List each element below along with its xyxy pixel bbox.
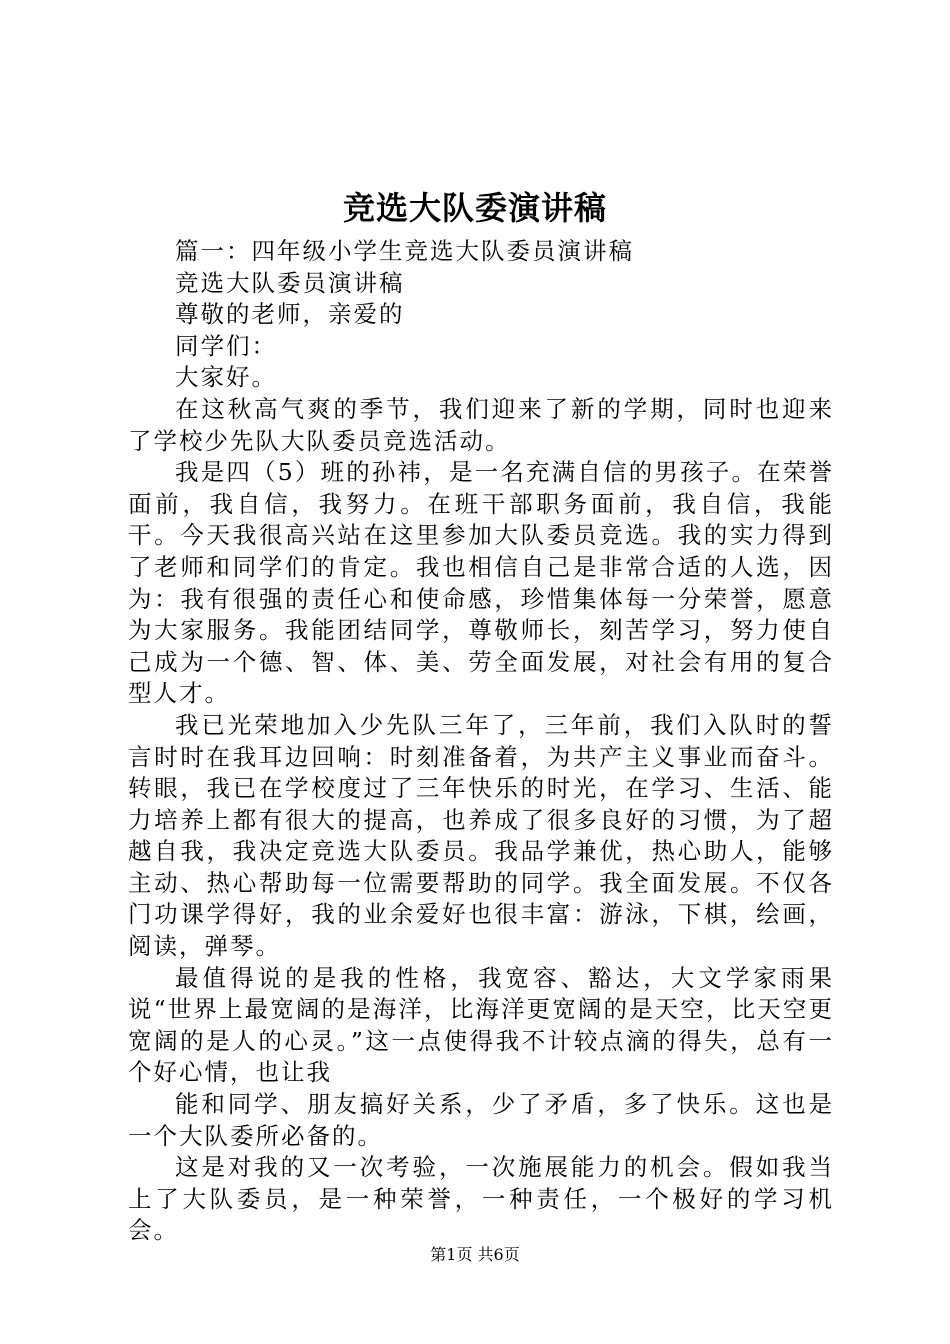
paragraph: 能和同学、朋友搞好关系，少了矛盾，多了快乐。这也是一个大队委所必备的。 — [128, 1090, 834, 1150]
paragraph: 大家好。 — [175, 363, 277, 392]
paragraph: 我是四（5）班的孙祎，是一名充满自信的男孩子。在荣誉面前，我自信，我努力。在班干部职务面前，我自信，我能干。今天我很高兴站在这里参加大队委员竞选。我的实力得到了老师和同学们的肯定。我也相信自己是非常合适的人选，因为：我有很强的责任心和使命感，珍惜集体每一分荣誉，愿意为大家服务。我能团结同学，尊敬师长，刻苦学习，努力使自己成为一个德、智、体、美、劳全面发展，对社会有用的复合型人才。 — [128, 458, 834, 708]
paragraph: 同学们： — [175, 331, 277, 360]
paragraph: 这是对我的又一次考验，一次施展能力的机会。假如我当上了大队委员，是一种荣誉，一种责任，一个极好的学习机会。 — [128, 1153, 834, 1245]
document-title: 竞选大队委演讲稿 — [342, 189, 607, 227]
paragraph: 篇一：四年级小学生竞选大队委员演讲稿 — [175, 237, 634, 265]
page-number-footer: 第1页 共6页 — [430, 1245, 520, 1264]
paragraph: 最值得说的是我的性格，我宽容、豁达，大文学家雨果说“世界上最宽阔的是海洋，比海洋更宽阔的是天空，比天空更宽阔的是人的心灵。”这一点使得我不计较点滴的得失，总有一个好心情，也让我 — [128, 963, 834, 1087]
paragraph: 竞选大队委员演讲稿 — [175, 268, 405, 297]
paragraph: 尊敬的老师，亲爱的 — [175, 300, 405, 329]
paragraph: 我已光荣地加入少先队三年了，三年前，我们入队时的誓言时时在我耳边回响：时刻准备着，为共产主义事业而奋斗。转眼，我已在学校度过了三年快乐的时光，在学习、生活、能力培养上都有很大的提高，也养成了很多良好的习惯，为了超越自我，我决定竞选大队委员。我品学兼优，热心助人，能够主动、热心帮助每一位需要帮助的同学。我全面发展。不仅各门功课学得好，我的业余爱好也很丰富：游泳，下棋，绘画，阅读，弹琴。 — [128, 710, 834, 961]
paragraph: 在这秋高气爽的季节，我们迎来了新的学期，同时也迎来了学校少先队大队委员竞选活动。 — [128, 394, 834, 455]
document-body — [128, 236, 834, 1247]
